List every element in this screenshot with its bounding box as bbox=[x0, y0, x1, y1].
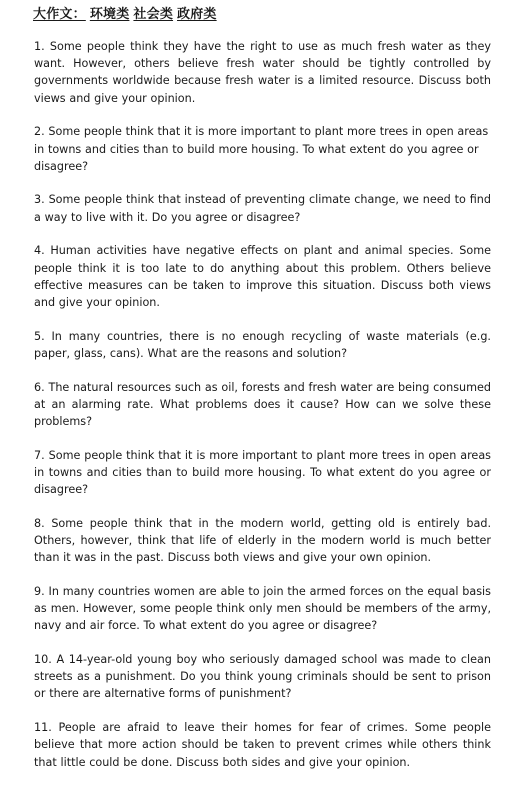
topic-item-3: 3. Some people think that instead of preventing climate change, we need to find a way to live with it. Do you agree or disagree? bbox=[34, 193, 491, 224]
page-title bbox=[33, 3, 221, 22]
topic-item-8: 8. Some people think that in the modern world, getting old is entirely bad. Others, however, think that life of elderly in the modern world is much better than it was in the past. Discuss both views and give your own opinion. bbox=[34, 516, 491, 565]
topic-item-6: 6. The natural resources such as oil, forests and fresh water are being consumed at an alarming rate. What problems does it cause? How can we solve these problems? bbox=[34, 380, 491, 428]
category-government: 政府类 bbox=[177, 7, 217, 22]
topic-item-2: 2. Some people think that it is more important to plant more trees in open areas in towns and cities than to build more housing. To what extent do you agree or disagree? bbox=[34, 125, 489, 173]
topic-item-7: 7. Some people think that it is more important to plant more trees in open areas in towns and cities than to build more housing. To what extent do you agree or disagree? bbox=[34, 448, 491, 497]
topic-item-5: 5. In many countries, there is no enough recycling of waste materials (e.g. paper, glass, cans). What are the reasons and solution? bbox=[34, 329, 491, 360]
essay-topic-list bbox=[34, 38, 491, 787]
topic-item-4: 4. Human activities have negative effects on plant and animal species. Some people think it is too late to do anything about this problem. Others believe effective measures can be taken to improve this situation. Discuss both views and give your opinion. bbox=[34, 244, 491, 309]
topic-item-11: 11. People are afraid to leave their homes for fear of crimes. Some people believe that more action should be taken to prevent crimes while others think that little could be done. Discuss both sides and give your opinion. bbox=[34, 721, 491, 769]
title-prefix: 大作文： bbox=[33, 7, 86, 22]
topic-item-10: 10. A 14-year-old young boy who seriously damaged school was made to clean streets as a punishment. Do you think young criminals should be sent to prison or there are alternative forms of punishment? bbox=[34, 652, 491, 701]
topic-item-1: 1. Some people think they have the right to use as much fresh water as they want. However, others believe fresh water should be tightly controlled by governments worldwide because fresh water is a limited resource. Discuss both views and give your opinion. bbox=[34, 40, 491, 105]
category-environment: 环境类 bbox=[89, 7, 130, 22]
topic-item-9: 9. In many countries women are able to join the armed forces on the equal basis as men. However, some people think only men should be members of the army, navy and air force. To what extent do you agree or disagree? bbox=[34, 584, 491, 633]
category-society: 社会类 bbox=[133, 7, 174, 22]
